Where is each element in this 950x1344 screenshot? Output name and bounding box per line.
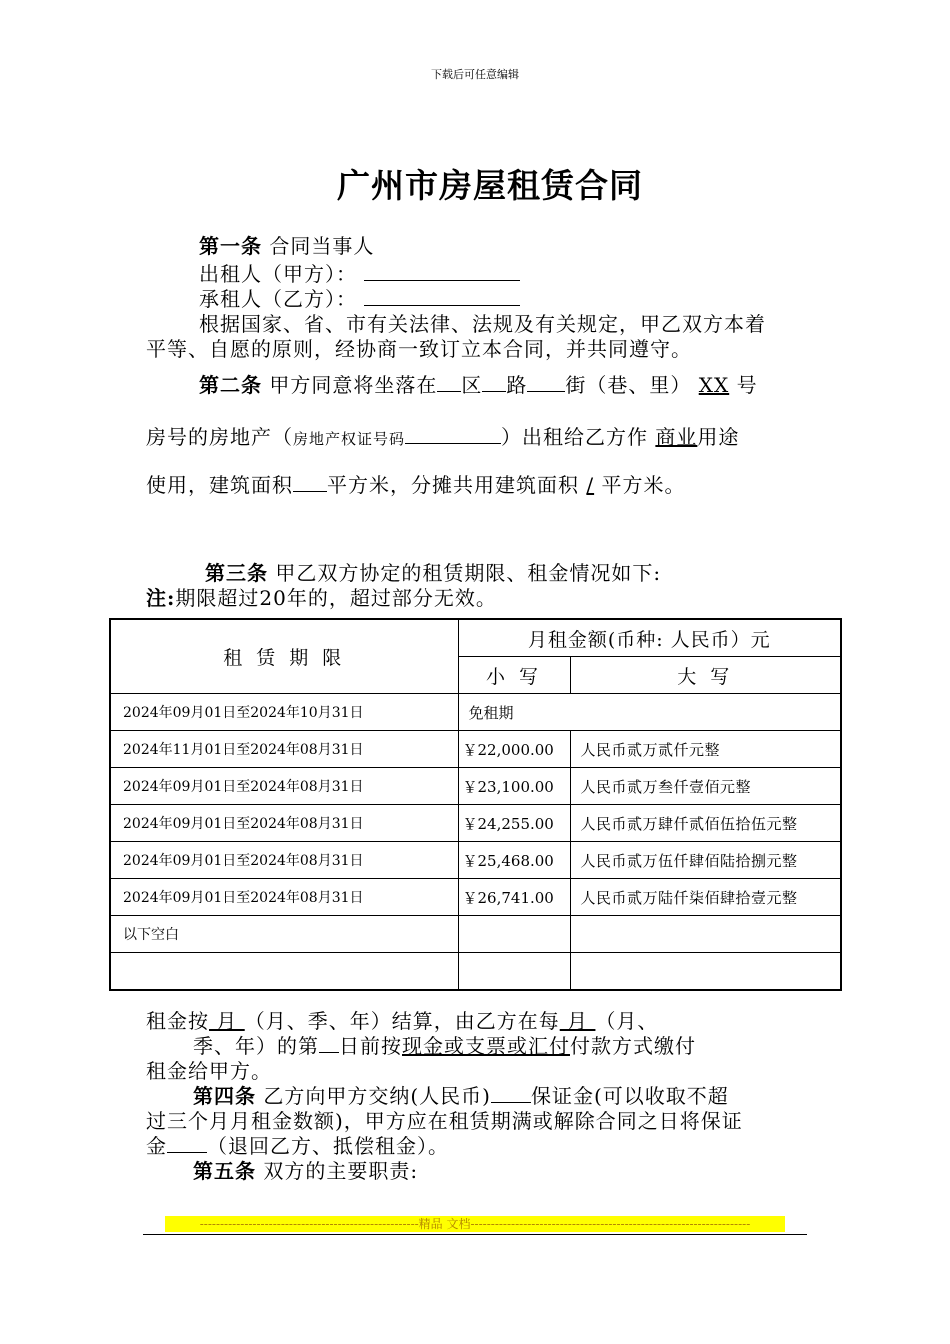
article-1-heading — [199, 233, 374, 260]
amount-cell: ￥25,468.00 — [458, 842, 570, 879]
period-cell: 2024年09月01日至2024年10月31日 — [110, 694, 458, 731]
empty-cell — [110, 953, 458, 991]
period-cell: 2024年09月01日至2024年08月31日 — [110, 768, 458, 805]
payment-day-prefix: 季、年）的第 — [193, 1034, 319, 1058]
settlement-mid: （月、季、年）结算，由乙方在每 — [244, 1009, 560, 1033]
article-5-line — [193, 1158, 418, 1185]
footer-divider — [143, 1234, 807, 1235]
article-2-line-3 — [146, 472, 685, 499]
article-2-label: 第二条 — [199, 373, 262, 397]
amount-cell: ￥26,741.00 — [458, 879, 570, 916]
period-cell: 2024年09月01日至2024年08月31日 — [110, 842, 458, 879]
deposit-return-blank — [167, 1134, 207, 1153]
house-number: XX — [698, 373, 730, 397]
table-row — [110, 694, 841, 731]
rent-table — [109, 618, 842, 991]
lessee-label: 承租人（乙方）： — [199, 287, 357, 311]
table-row — [110, 916, 841, 953]
district-suffix: 区 — [461, 373, 483, 397]
lease-purpose-prefix: ）出租给乙方作 — [501, 425, 649, 449]
amount-words-cell: 人民币贰万叁仟壹佰元整 — [570, 768, 841, 805]
settlement-line-2 — [193, 1033, 696, 1060]
article-1-para-1: 根据国家、省、市有关法律、法规及有关规定，甲乙双方本着 — [199, 312, 766, 336]
article-3-label: 第三条 — [205, 561, 268, 585]
cert-number-label: 房地产权证号码 — [293, 430, 406, 448]
article-5-text: 双方的主要职责: — [263, 1159, 419, 1183]
settlement-line-3: 租金给甲方。 — [146, 1059, 272, 1083]
usage-suffix: 用途 — [697, 425, 740, 449]
table-header-row — [110, 619, 841, 657]
amount-cell: ￥23,100.00 — [458, 768, 570, 805]
usage-type: 商业 — [655, 425, 698, 449]
article-3-text: 甲乙双方协定的租赁期限、租金情况如下: — [275, 561, 662, 585]
deposit-prefix: 乙方向甲方交纳(人民币) — [263, 1084, 491, 1108]
article-2-line-2 — [146, 424, 739, 453]
area-blank — [293, 473, 327, 492]
table-row — [110, 879, 841, 916]
amount-cell: ￥24,255.00 — [458, 805, 570, 842]
header-amount-figures: 小 写 — [458, 657, 570, 694]
header-amount-words: 大 写 — [570, 657, 841, 694]
payment-method-suffix: 付款方式缴付 — [570, 1034, 696, 1058]
empty-cell — [458, 953, 570, 991]
header-period: 租 赁 期 限 — [110, 619, 458, 694]
lessor-blank — [364, 262, 520, 281]
payment-period: 月 — [559, 1009, 596, 1033]
area-prefix: 使用，建筑面积 — [146, 473, 293, 497]
article-1-para-2: 平等、自愿的原则，经协商一致订立本合同，并共同遵守。 — [146, 337, 692, 361]
period-cell: 2024年09月01日至2024年08月31日 — [110, 879, 458, 916]
blank-note-cell: 以下空白 — [110, 916, 458, 953]
period-cell: 2024年09月01日至2024年08月31日 — [110, 805, 458, 842]
lessor-line — [199, 261, 520, 288]
contract-title: 广州市房屋租赁合同 — [337, 166, 643, 205]
empty-cell — [570, 916, 841, 953]
article-2-line-1 — [199, 372, 758, 399]
payment-method-prefix: 日前按 — [339, 1034, 402, 1058]
settlement-line-1 — [146, 1008, 658, 1035]
district-blank — [437, 373, 461, 392]
amount-words-cell: 人民币贰万陆仟柒佰肆拾壹元整 — [570, 879, 841, 916]
road-suffix: 路 — [506, 373, 528, 397]
note-label: 注: — [146, 586, 176, 610]
shared-area-value: / — [586, 473, 595, 497]
street-blank — [527, 373, 565, 392]
article-5-label: 第五条 — [193, 1159, 256, 1183]
empty-cell — [458, 916, 570, 953]
article-4-line-1 — [193, 1083, 729, 1110]
lessee-blank — [364, 287, 520, 306]
table-row — [110, 842, 841, 879]
table-row — [110, 731, 841, 768]
number-suffix: 号 — [736, 373, 758, 397]
deposit-suffix: 保证金(可以收取不超 — [530, 1084, 729, 1108]
period-cell: 2024年11月01日至2024年08月31日 — [110, 731, 458, 768]
deposit-return-suffix: （退回乙方、抵偿租金）。 — [207, 1134, 449, 1158]
lessor-label: 出租人（甲方）： — [199, 262, 357, 286]
deposit-return-prefix: 金 — [146, 1134, 167, 1158]
table-row — [110, 953, 841, 991]
article-4-line-3 — [146, 1133, 449, 1160]
payment-day-blank — [319, 1034, 339, 1053]
article-1-label: 第一条 — [199, 234, 262, 258]
settlement-period: 月 — [209, 1009, 245, 1033]
table-row — [110, 805, 841, 842]
settlement-suffix: （月、 — [595, 1009, 659, 1033]
header-monthly-rent: 月租金额(币种: 人民币）元 — [458, 619, 841, 657]
lessee-line — [199, 286, 520, 313]
deposit-blank — [491, 1084, 531, 1103]
settlement-prefix: 租金按 — [146, 1009, 209, 1033]
cert-number-blank — [405, 425, 501, 444]
payment-method: 现金或支票或汇付 — [402, 1034, 570, 1058]
rent-free-cell: 免租期 — [458, 694, 841, 731]
article-4-line-2: 过三个月月租金数额)，甲方应在租赁期满或解除合同之日将保证 — [146, 1109, 743, 1133]
property-prefix: 房号的房地产（ — [146, 425, 293, 449]
amount-words-cell: 人民币贰万伍仟肆佰陆拾捌元整 — [570, 842, 841, 879]
footer-watermark: ------------------------------------------------------精品 文档--------------------------------------------------------------------- — [165, 1216, 785, 1232]
article-4-label: 第四条 — [193, 1084, 256, 1108]
note-text: 期限超过20年的，超过部分无效。 — [175, 586, 497, 610]
amount-words-cell: 人民币贰万肆仟贰佰伍拾伍元整 — [570, 805, 841, 842]
shared-area-prefix: 平方米，分摊共用建筑面积 — [327, 473, 579, 497]
shared-area-suffix: 平方米。 — [601, 473, 686, 497]
article-1-title: 合同当事人 — [269, 234, 375, 258]
street-suffix: 街（巷、里） — [565, 373, 692, 397]
address-prefix: 甲方同意将坐落在 — [269, 373, 438, 397]
table-row — [110, 768, 841, 805]
road-blank — [482, 373, 506, 392]
article-3-line — [205, 560, 661, 587]
amount-words-cell: 人民币贰万贰仟元整 — [570, 731, 841, 768]
article-3-note — [146, 585, 497, 612]
empty-cell — [570, 953, 841, 991]
header-note: 下载后可任意编辑 — [431, 68, 519, 81]
amount-cell: ￥22,000.00 — [458, 731, 570, 768]
